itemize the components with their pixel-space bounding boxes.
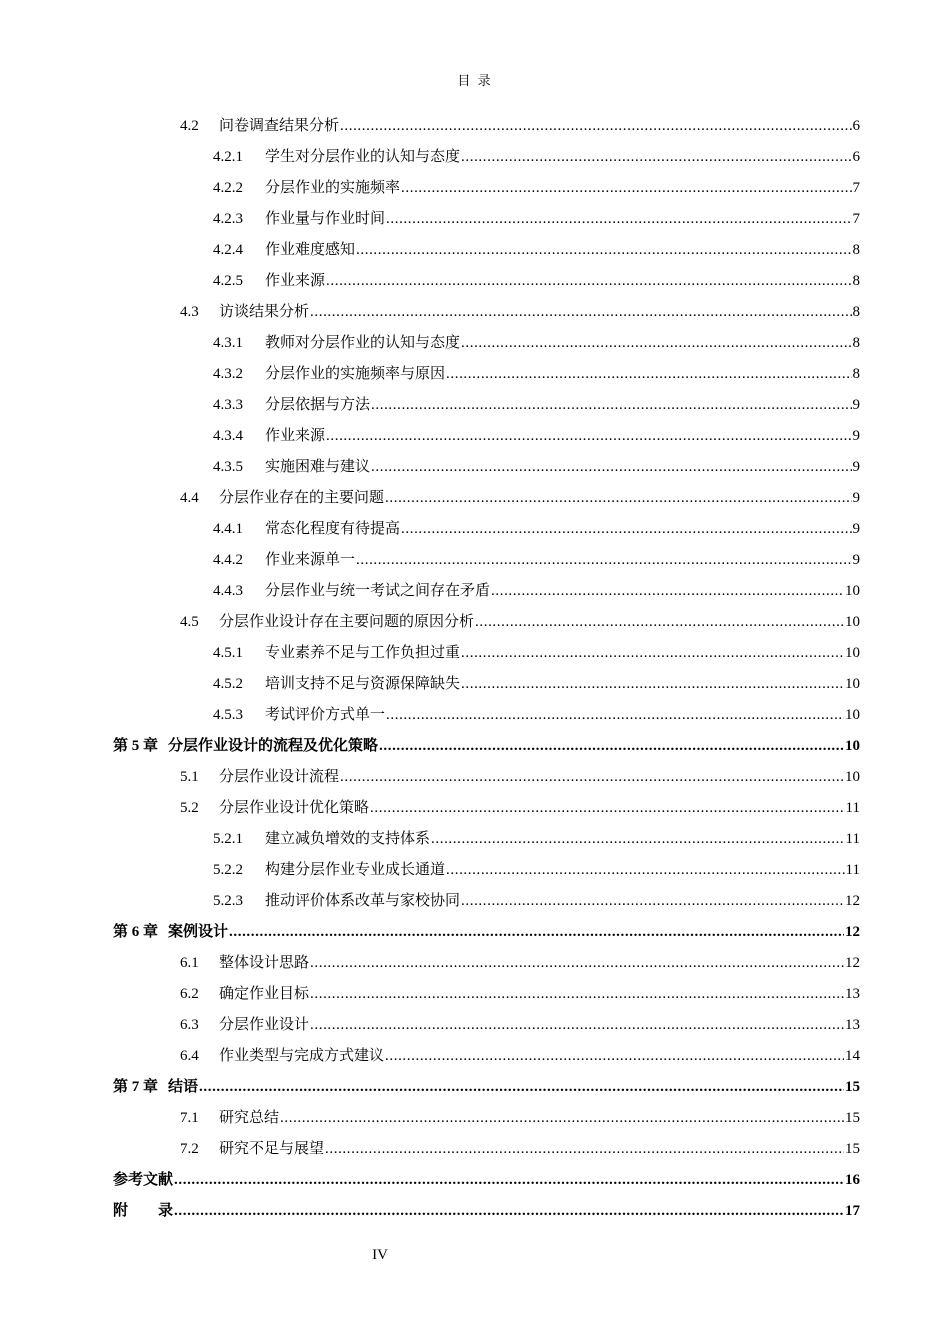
toc-entry-page: 12 — [845, 955, 860, 971]
toc-entry-number: 4.2.1 — [213, 149, 243, 165]
dot-leader — [401, 173, 851, 204]
toc-entry-title: 推动评价体系改革与家校协同 — [265, 893, 461, 909]
toc-entry-number: 4.5 — [180, 614, 199, 630]
toc-entry-page: 9 — [852, 552, 860, 568]
toc-entry-page: 11 — [845, 800, 860, 816]
toc-entry-page: 17 — [845, 1203, 860, 1219]
toc-entry-title: 作业类型与完成方式建议 — [219, 1048, 385, 1064]
toc-entry[interactable] — [213, 700, 860, 731]
dot-leader — [461, 886, 844, 917]
toc-entry-title: 作业量与作业时间 — [265, 211, 386, 227]
toc-entry-page: 7 — [852, 180, 860, 196]
toc-entry[interactable] — [213, 359, 860, 390]
toc-entry[interactable] — [213, 142, 860, 173]
toc-entry-title: 分层作业的实施频率 — [265, 180, 401, 196]
toc-entry[interactable] — [180, 948, 860, 979]
toc-entry[interactable] — [213, 545, 860, 576]
toc-entry-title: 作业来源 — [265, 273, 326, 289]
dot-leader — [386, 700, 844, 731]
toc-entry-number: 4.4.3 — [213, 583, 243, 599]
toc-entry-number: 4.5.2 — [213, 676, 243, 692]
toc-entry[interactable] — [213, 669, 860, 700]
toc-entry-title: 作业来源单一 — [265, 552, 356, 568]
dot-leader — [431, 824, 845, 855]
toc-entry[interactable] — [213, 576, 860, 607]
dot-leader — [446, 855, 845, 886]
dot-leader — [310, 948, 844, 979]
dot-leader — [340, 762, 844, 793]
page-title: 目 录 — [457, 73, 493, 88]
toc-entry-number: 6.4 — [180, 1048, 199, 1064]
toc-entry-page: 9 — [852, 490, 860, 506]
toc-entry[interactable] — [213, 824, 860, 855]
toc-entry[interactable] — [213, 390, 860, 421]
toc-entry-number: 6.2 — [180, 986, 199, 1002]
toc-entry[interactable] — [180, 1103, 860, 1134]
toc-entry[interactable] — [180, 483, 860, 514]
toc-entry-number: 4.4.2 — [213, 552, 243, 568]
toc-entry-title: 分层依据与方法 — [265, 397, 371, 413]
toc-entry-title: 教师对分层作业的认知与态度 — [265, 335, 461, 351]
toc-entry-title: 分层作业设计流程 — [219, 769, 340, 785]
toc-entry-page: 10 — [845, 614, 860, 630]
toc-entry-number: 4.3.1 — [213, 335, 243, 351]
toc-entry-number: 6.1 — [180, 955, 199, 971]
toc-entry-title: 考试评价方式单一 — [265, 707, 386, 723]
toc-entry-page: 15 — [845, 1110, 860, 1126]
toc-entry-number: 4.3.3 — [213, 397, 243, 413]
dot-leader — [386, 204, 851, 235]
toc-entry[interactable] — [213, 204, 860, 235]
toc-entry-page: 16 — [845, 1172, 860, 1188]
dot-leader — [356, 545, 851, 576]
toc-entry-page: 10 — [845, 645, 860, 661]
dot-leader — [446, 359, 851, 390]
dot-leader — [461, 328, 851, 359]
toc-entry-page: 8 — [852, 335, 860, 351]
toc-entry-page: 10 — [845, 707, 860, 723]
toc-entry-title: 分层作业的实施频率与原因 — [265, 366, 446, 382]
toc-entry-page: 12 — [845, 893, 860, 909]
toc-entry-number: 5.2.2 — [213, 862, 243, 878]
toc-entry-page: 6 — [852, 118, 860, 134]
toc-entry-page: 9 — [852, 428, 860, 444]
toc-entry-number: 5.2.1 — [213, 831, 243, 847]
dot-leader — [475, 607, 844, 638]
toc-entry-title: 附 录 — [113, 1203, 174, 1219]
dot-leader — [229, 917, 844, 948]
dot-leader — [340, 111, 851, 142]
toc-entry-page: 8 — [852, 304, 860, 320]
toc-entry-number: 4.2.4 — [213, 242, 243, 258]
dot-leader — [326, 421, 851, 452]
toc-entry-page: 9 — [852, 521, 860, 537]
toc-entry[interactable] — [180, 793, 860, 824]
dot-leader — [174, 1165, 844, 1196]
toc-entry-page: 10 — [845, 738, 860, 754]
toc-entry-number: 4.2.5 — [213, 273, 243, 289]
dot-leader — [356, 235, 851, 266]
toc-entry[interactable] — [180, 111, 860, 142]
page-number: IV — [372, 1247, 388, 1263]
toc-entry-title: 建立减负增效的支持体系 — [265, 831, 431, 847]
toc-entry-number: 4.2 — [180, 118, 199, 134]
toc-entry[interactable] — [180, 607, 860, 638]
dot-leader — [326, 266, 851, 297]
toc-entry-number: 4.2.3 — [213, 211, 243, 227]
toc-entry[interactable] — [213, 886, 860, 917]
toc-entry[interactable] — [213, 452, 860, 483]
toc-entry-title: 分层作业存在的主要问题 — [219, 490, 385, 506]
toc-entry[interactable] — [180, 762, 860, 793]
toc-entry[interactable] — [180, 1041, 860, 1072]
toc-entry-title: 作业难度感知 — [265, 242, 356, 258]
dot-leader — [325, 1134, 844, 1165]
toc-entry-number: 6.3 — [180, 1017, 199, 1033]
dot-leader — [461, 142, 851, 173]
toc-entry-page: 12 — [845, 924, 860, 940]
toc-entry-page: 10 — [845, 769, 860, 785]
toc-entry-page: 10 — [845, 676, 860, 692]
toc-entry-number: 4.5.1 — [213, 645, 243, 661]
toc-entry-number: 第 5 章 — [113, 738, 159, 754]
toc-entry-page: 9 — [852, 397, 860, 413]
toc-entry-page: 13 — [845, 986, 860, 1002]
toc-entry-page: 14 — [845, 1048, 860, 1064]
toc-entry-number: 5.1 — [180, 769, 199, 785]
toc-entry-title: 分层作业设计的流程及优化策略 — [168, 738, 379, 754]
toc-entry-title: 确定作业目标 — [219, 986, 310, 1002]
toc-entry-title: 研究不足与展望 — [219, 1141, 325, 1157]
dot-leader — [371, 390, 851, 421]
toc-entry[interactable] — [180, 297, 860, 328]
toc-entry-page: 15 — [845, 1141, 860, 1157]
toc-entry[interactable] — [213, 235, 860, 266]
toc-entry-page: 6 — [852, 149, 860, 165]
toc-entry[interactable] — [113, 1165, 860, 1196]
toc-entry-number: 4.2.2 — [213, 180, 243, 196]
toc-entry-title: 常态化程度有待提高 — [265, 521, 401, 537]
toc-entry-page: 8 — [852, 242, 860, 258]
toc-entry-number: 7.1 — [180, 1110, 199, 1126]
toc-entry-page: 8 — [852, 273, 860, 289]
toc-entry-number: 4.4 — [180, 490, 199, 506]
toc-entry-title: 培训支持不足与资源保障缺失 — [265, 676, 461, 692]
toc-entry-title: 分层作业与统一考试之间存在矛盾 — [265, 583, 491, 599]
toc-entry[interactable] — [180, 979, 860, 1010]
toc-entry-title: 分层作业设计存在主要问题的原因分析 — [219, 614, 475, 630]
toc-entry-number: 第 6 章 — [113, 924, 159, 940]
toc-entry-title: 研究总结 — [219, 1110, 280, 1126]
toc-entry[interactable] — [113, 917, 860, 948]
toc-entry[interactable] — [113, 731, 860, 762]
dot-leader — [461, 638, 844, 669]
toc-entry-title: 分层作业设计 — [219, 1017, 310, 1033]
toc-entry-page: 11 — [845, 862, 860, 878]
toc-entry-title: 问卷调查结果分析 — [219, 118, 340, 134]
dot-leader — [401, 514, 851, 545]
toc-entry-number: 7.2 — [180, 1141, 199, 1157]
dot-leader — [385, 1041, 844, 1072]
toc-entry[interactable] — [213, 638, 860, 669]
toc-entry-page: 11 — [845, 831, 860, 847]
dot-leader — [310, 297, 851, 328]
toc-entry[interactable] — [113, 1072, 860, 1103]
dot-leader — [370, 793, 845, 824]
toc-entry-title: 案例设计 — [168, 924, 229, 940]
toc-entry-title: 整体设计思路 — [219, 955, 310, 971]
toc-entry-number: 4.3.5 — [213, 459, 243, 475]
toc-entry-number: 5.2.3 — [213, 893, 243, 909]
toc-entry[interactable] — [213, 328, 860, 359]
toc-entry-page: 10 — [845, 583, 860, 599]
toc-entry-title: 学生对分层作业的认知与态度 — [265, 149, 461, 165]
toc-entry[interactable] — [213, 421, 860, 452]
toc-entry-title: 专业素养不足与工作负担过重 — [265, 645, 461, 661]
toc-entry[interactable] — [213, 514, 860, 545]
toc-entry-page: 13 — [845, 1017, 860, 1033]
toc-entry-number: 第 7 章 — [113, 1079, 159, 1095]
toc-entry-title: 作业来源 — [265, 428, 326, 444]
dot-leader — [371, 452, 851, 483]
toc-entry-title: 构建分层作业专业成长通道 — [265, 862, 446, 878]
toc-entry-number: 4.3.4 — [213, 428, 243, 444]
dot-leader — [199, 1072, 844, 1103]
toc-entry-title: 结语 — [168, 1079, 199, 1095]
dot-leader — [385, 483, 851, 514]
toc-entry[interactable] — [213, 173, 860, 204]
dot-leader — [310, 979, 844, 1010]
toc-entry[interactable] — [113, 1196, 860, 1227]
toc-entry[interactable] — [180, 1010, 860, 1041]
toc-entry-page: 8 — [852, 366, 860, 382]
dot-leader — [310, 1010, 844, 1041]
dot-leader — [280, 1103, 844, 1134]
toc-entry-page: 9 — [852, 459, 860, 475]
toc-entry[interactable] — [180, 1134, 860, 1165]
toc-entry[interactable] — [213, 266, 860, 297]
toc-entry-number: 4.4.1 — [213, 521, 243, 537]
dot-leader — [461, 669, 844, 700]
toc-entry-title: 访谈结果分析 — [219, 304, 310, 320]
toc-entry-title: 分层作业设计优化策略 — [219, 800, 370, 816]
toc-entry-number: 4.3.2 — [213, 366, 243, 382]
toc-entry-page: 15 — [845, 1079, 860, 1095]
toc-entry-title: 实施困难与建议 — [265, 459, 371, 475]
toc-entry[interactable] — [213, 855, 860, 886]
toc-entry-number: 4.3 — [180, 304, 199, 320]
toc-entry-number: 5.2 — [180, 800, 199, 816]
toc-entry-title: 参考文献 — [113, 1172, 174, 1188]
toc-entry-page: 7 — [852, 211, 860, 227]
dot-leader — [379, 731, 844, 762]
toc-entry-number: 4.5.3 — [213, 707, 243, 723]
dot-leader — [491, 576, 844, 607]
dot-leader — [174, 1196, 844, 1227]
